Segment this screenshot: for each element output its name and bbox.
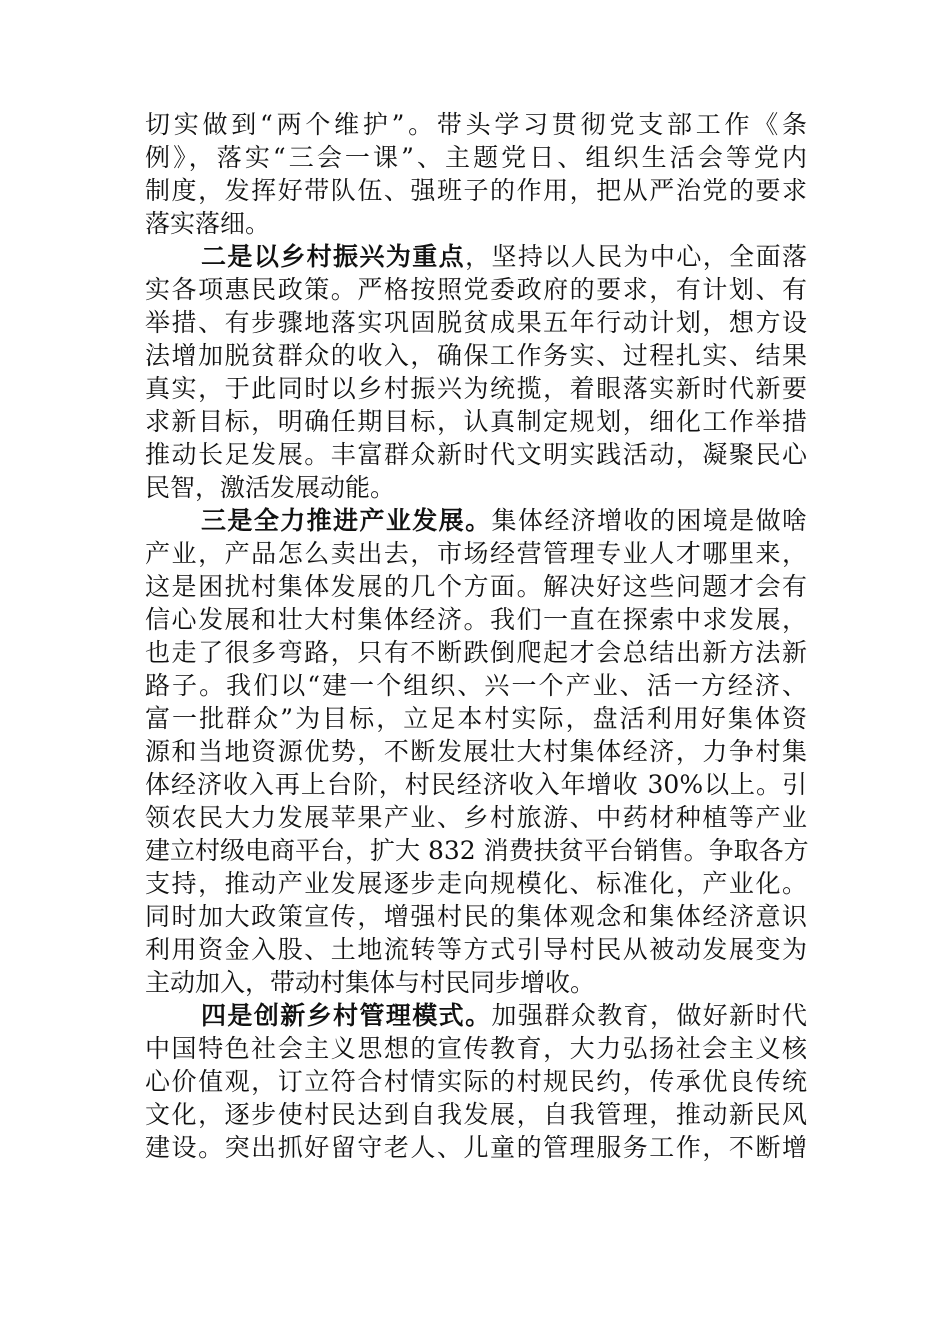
text-line: 利用资金入股、土地流转等方式引导村民从被动发展变为 (145, 935, 807, 964)
text-line: 也走了很多弯路，只有不断跌倒爬起才会总结出新方法新 (145, 638, 807, 667)
paragraph-4 (145, 999, 807, 1164)
text-line: 支持，推动产业发展逐步走向规模化、标准化，产业化。 (145, 869, 807, 898)
text-line: 心价值观，订立符合村情实际的村规民约，传承优良传统 (145, 1067, 807, 1096)
text-span: 加强群众教育，做好新时代 (491, 1001, 807, 1030)
text-line: 这是困扰村集体发展的几个方面。解决好这些问题才会有 (145, 572, 807, 601)
text-line: 举措、有步骤地落实巩固脱贫成果五年行动计划，想方设 (145, 308, 807, 337)
text-line: 法增加脱贫群众的收入，确保工作务实、过程扎实、结果 (145, 341, 807, 370)
text-line: 信心发展和壮大村集体经济。我们一直在探索中求发展， (145, 605, 807, 634)
paragraph-2 (145, 240, 807, 504)
text-line: 路子。我们以“建一个组织、兴一个产业、活一方经济、 (145, 671, 807, 700)
text-line: 同时加大政策宣传，增强村民的集体观念和集体经济意识 (145, 902, 807, 931)
text-line: 实各项惠民政策。严格按照党委政府的要求，有计划、有 (145, 275, 807, 304)
text-line: 领农民大力发展苹果产业、乡村旅游、中药材种植等产业 (145, 803, 807, 832)
text-line: 民智，激活发展动能。 (145, 473, 396, 502)
text-line: 制度，发挥好带队伍、强班子的作用，把从严治党的要求 (145, 176, 807, 205)
text-line: 切实做到“两个维护”。带头学习贯彻党支部工作《条 (145, 110, 807, 139)
paragraph-3 (145, 504, 807, 999)
paragraph-first-line (145, 504, 807, 537)
text-line: 例》，落实“三会一课”、主题党日、组织生活会等党内 (145, 143, 807, 172)
text-line: 推动长足发展。丰富群众新时代文明实践活动，凝聚民心 (145, 440, 807, 469)
text-line: 中国特色社会主义思想的宣传教育，大力弘扬社会主义核 (145, 1034, 807, 1063)
paragraph-lead: 四是创新乡村管理模式。 (201, 1001, 492, 1030)
paragraph-1 (145, 108, 807, 240)
text-line: 富一批群众”为目标，立足本村实际，盘活利用好集体资 (145, 704, 807, 733)
text-line: 真实，于此同时以乡村振兴为统揽，着眼落实新时代新要 (145, 374, 807, 403)
text-span: ，坚持以人民为中心，全面落 (465, 242, 807, 271)
text-line: 文化，逐步使村民达到自我发展，自我管理，推动新民风 (145, 1100, 807, 1129)
text-line: 建设。突出抓好留守老人、儿童的管理服务工作，不断增 (145, 1133, 807, 1162)
paragraph-first-line (145, 999, 807, 1032)
paragraph-lead: 三是全力推进产业发展。 (201, 506, 492, 535)
text-span: 集体经济增收的困境是做啥 (491, 506, 807, 535)
text-line: 产业，产品怎么卖出去，市场经营管理专业人才哪里来， (145, 539, 807, 568)
text-line: 落实落细。 (145, 209, 271, 238)
paragraph-first-line (145, 240, 807, 273)
paragraph-lead: 二是以乡村振兴为重点 (201, 242, 466, 271)
text-line: 建立村级电商平台，扩大 832 消费扶贫平台销售。争取各方 (145, 836, 809, 865)
text-line: 主动加入，带动村集体与村民同步增收。 (145, 968, 596, 997)
text-line: 源和当地资源优势，不断发展壮大村集体经济，力争村集 (145, 737, 807, 766)
text-line: 求新目标，明确任期目标，认真制定规划，细化工作举措 (145, 407, 807, 436)
document-body (145, 108, 807, 1164)
text-line: 体经济收入再上台阶，村民经济收入年增收 30%以上。引 (145, 770, 807, 799)
